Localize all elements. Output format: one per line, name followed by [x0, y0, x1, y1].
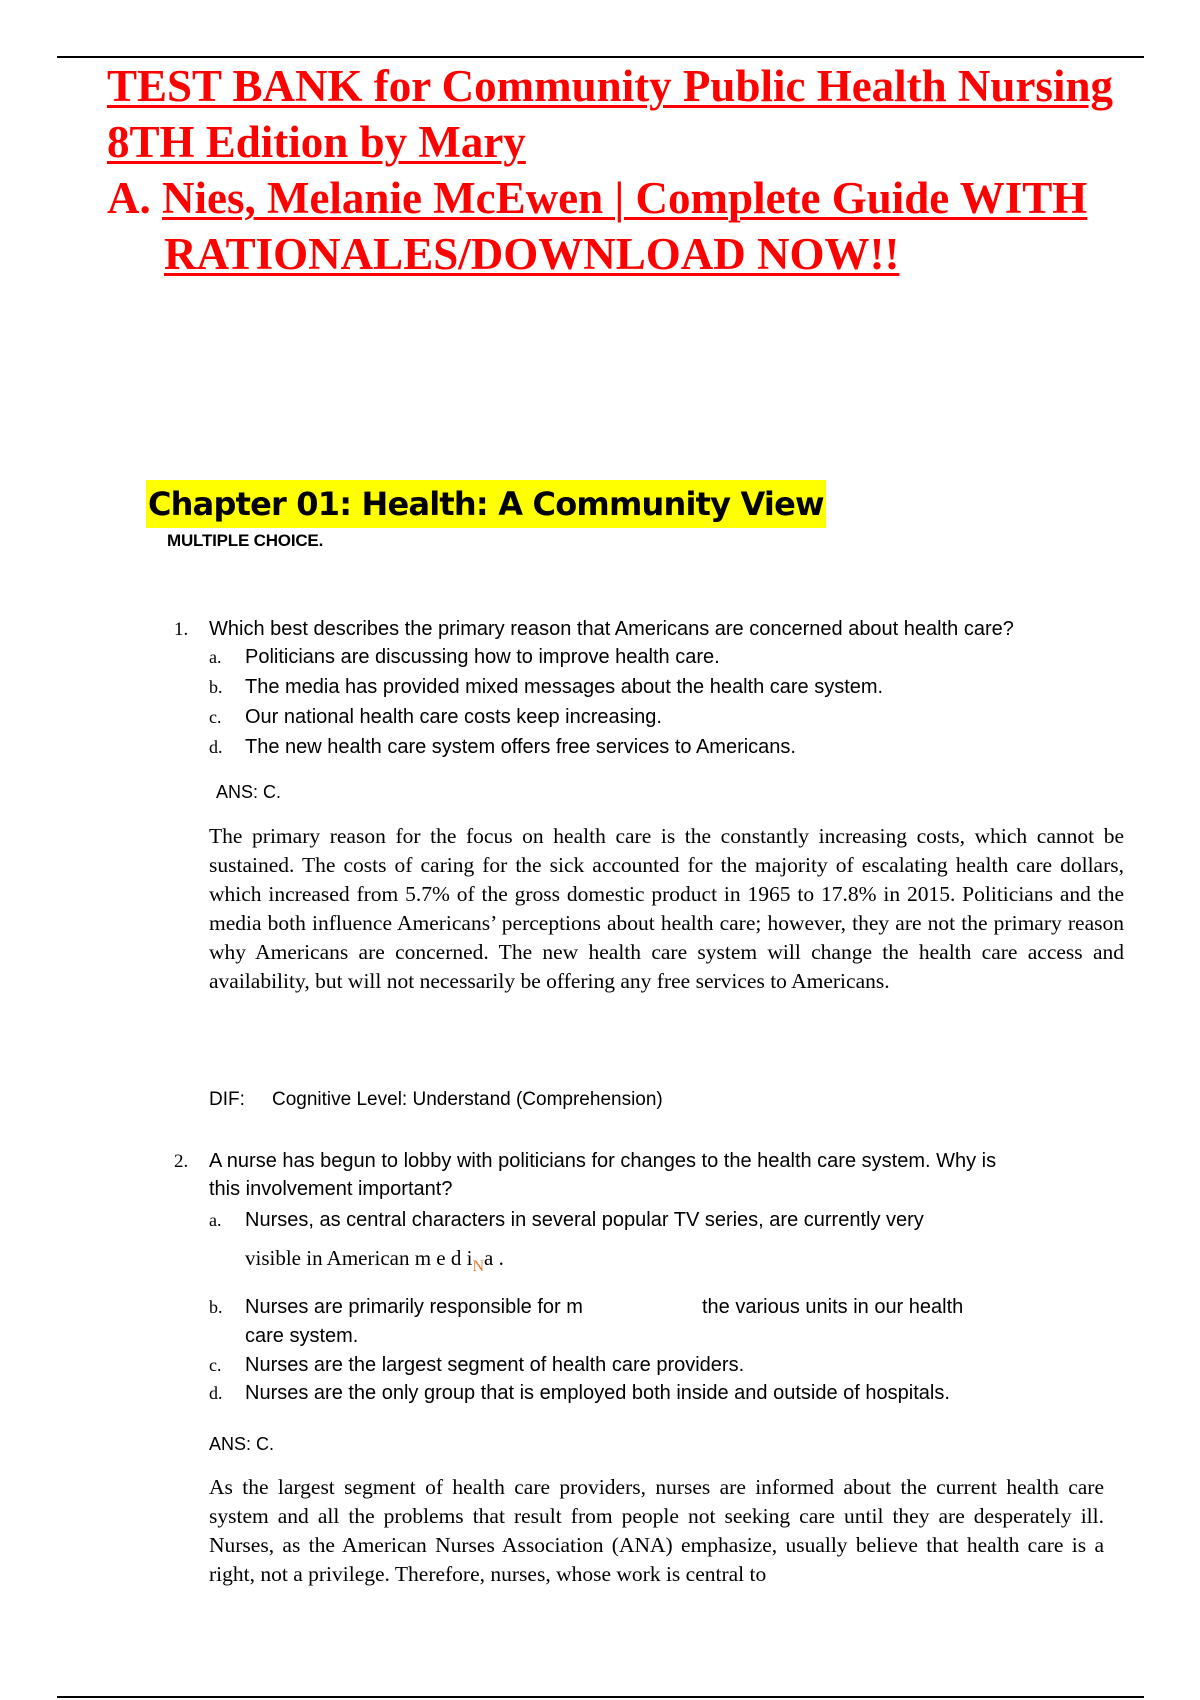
title-line-3-prefix: A.: [107, 173, 162, 223]
option-text: The media has provided mixed messages about the health care system.: [245, 676, 884, 698]
title-line-2: 8TH Edition by Mary: [107, 117, 526, 167]
option-letter: a.: [209, 647, 222, 667]
option-text: The new health care system offers free services to Americans.: [245, 736, 796, 758]
option-c: Nurses are the largest segment of health care providers.: [245, 1354, 745, 1376]
option-letter: d.: [209, 737, 223, 757]
option-a-line-2: visible in American m e d iNa .: [245, 1246, 504, 1275]
title-line-4: RATIONALES/DOWNLOAD NOW!!: [164, 229, 900, 279]
question-number: 2.: [174, 1151, 189, 1172]
option-letter: a.: [209, 1210, 222, 1230]
option-text: Our national health care costs keep increasing.: [245, 706, 662, 728]
option-letter: c.: [209, 707, 222, 727]
option-b-part-2: the various units in our health: [702, 1296, 964, 1318]
option-b-part-1: Nurses are primarily responsible for m: [245, 1296, 583, 1318]
question-stem: Which best describes the primary reason that Americans are concerned about health care?: [209, 618, 1014, 640]
stray-n-mark: N: [472, 1258, 485, 1275]
option-letter: c.: [209, 1355, 222, 1375]
option-letter: b.: [209, 677, 223, 697]
answer-key: ANS: C.: [209, 1434, 275, 1454]
difficulty-value: Cognitive Level: Understand (Comprehension): [272, 1089, 663, 1110]
section-label: MULTIPLE CHOICE.: [167, 531, 324, 550]
bottom-rule: [57, 1696, 1144, 1698]
question-number: 1.: [174, 619, 189, 640]
option-letter: d.: [209, 1383, 223, 1403]
difficulty-label: DIF:: [209, 1089, 245, 1110]
option-a-line-1: Nurses, as central characters in several popular TV series, are currently very: [245, 1209, 924, 1231]
rationale: The primary reason for the focus on health care is the constantly increasing costs, which cannot be sustained. The costs of caring for the sick accounted for the majority of escalating health care dollars, which increased from 5.7% of the gross domestic product in 1965 to 17.8% in 2015. Politicians and the media both influence Americans’ perceptions about health care; however, they are not the primary reason why Americans are concerned. The new health care system will change the health care access and availability, but will not necessarily be offering any free services to Americans.: [209, 824, 1124, 993]
rationale: As the largest segment of health care providers, nurses are informed about the current health care system and all the problems that result from people not seeking care until they are desperately ill. Nurses, as the American Nurses Association (ANA) emphasize, usually believe that health care is a right, not a privilege. Therefore, nurses, whose work is central to: [209, 1475, 1104, 1586]
answer-key: ANS: C.: [216, 782, 282, 802]
chapter-heading: Chapter 01: Health: A Community View: [146, 480, 826, 528]
option-letter: b.: [209, 1297, 223, 1317]
title-line-3: Nies, Melanie McEwen | Complete Guide WITH: [162, 173, 1088, 223]
document-title: [107, 58, 1192, 282]
title-line-1: TEST BANK for Community Public Health Nursing: [107, 61, 1113, 111]
option-b-line-2: care system.: [245, 1325, 359, 1347]
option-text: Politicians are discussing how to improve health care.: [245, 646, 720, 668]
question-stem-line-1: A nurse has begun to lobby with politicians for changes to the health care system. Why is: [209, 1150, 997, 1172]
option-d: Nurses are the only group that is employed both inside and outside of hospitals.: [245, 1382, 950, 1404]
question-stem-line-2: this involvement important?: [209, 1178, 453, 1200]
